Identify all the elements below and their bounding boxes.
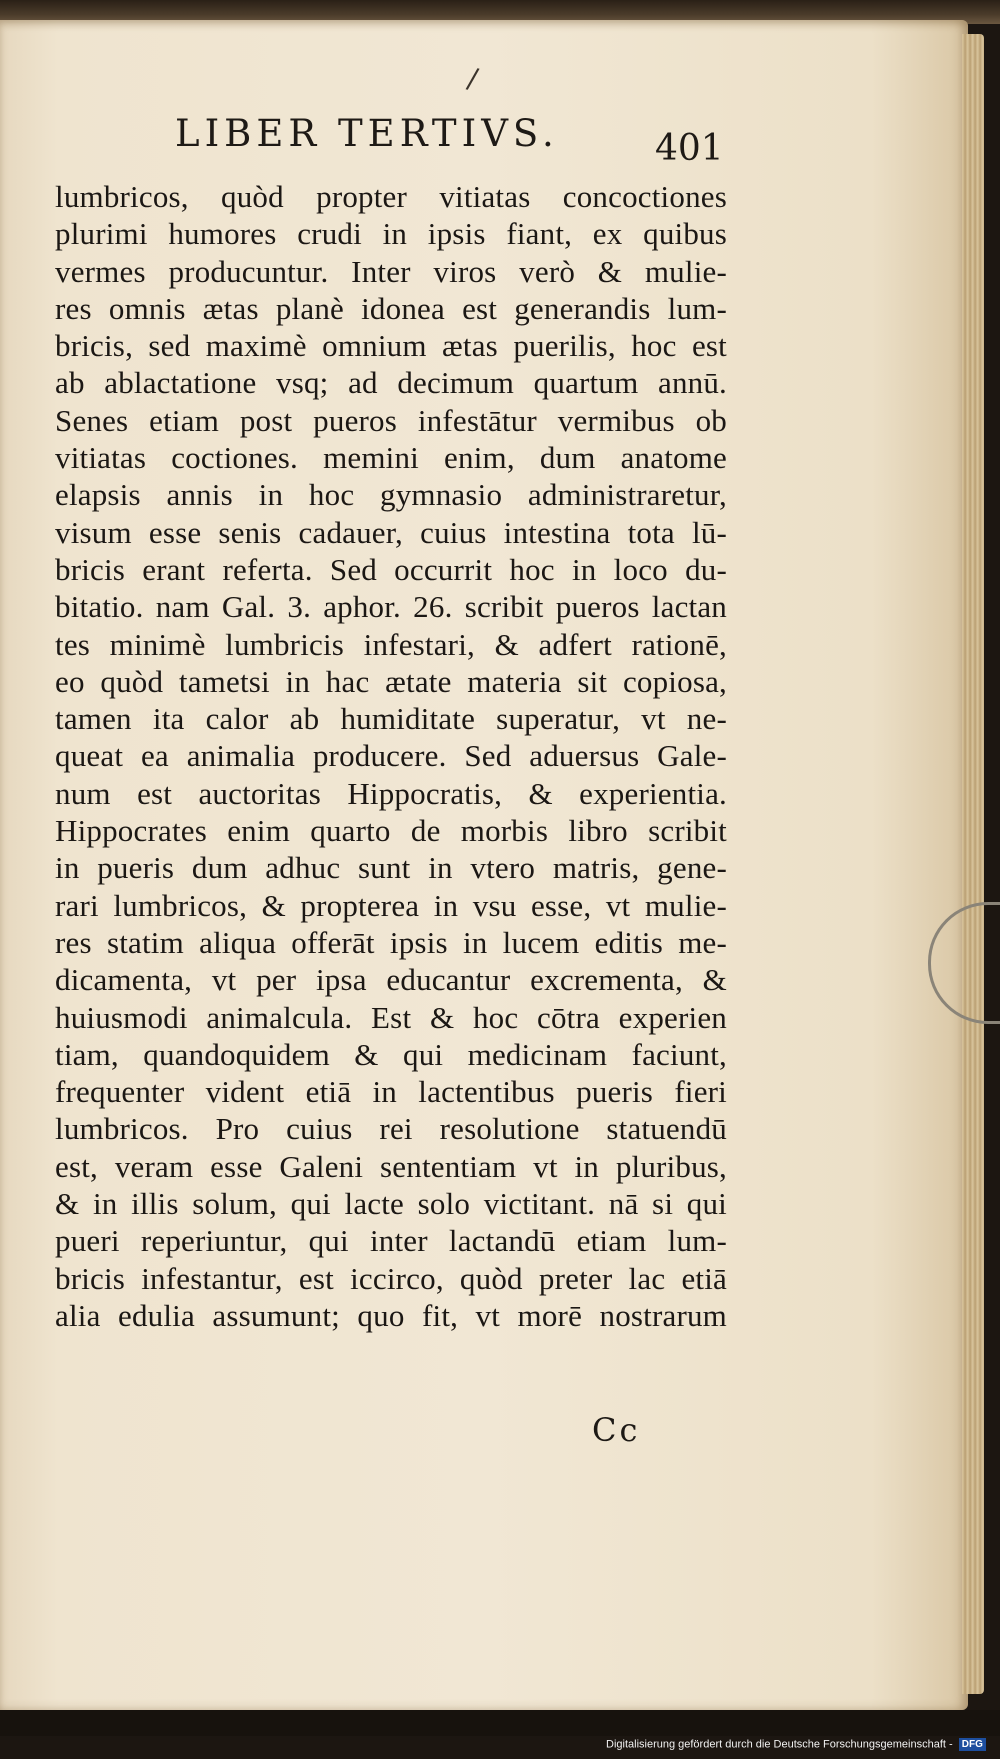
- page-number: 401: [655, 128, 724, 169]
- text-line: tamen ita calor ab humiditate superatur, vt ne-: [55, 701, 727, 737]
- text-line: rari lumbricos, & propterea in vsu esse, vt mulie-: [55, 887, 727, 923]
- text-line: lumbricos. Pro cuius rei resolutione statuendū: [55, 1111, 727, 1147]
- scan-bottom-border: [0, 1710, 1000, 1736]
- text-line: in pueris dum adhuc sunt in vtero matris, gene-: [55, 850, 727, 886]
- body-text: [55, 178, 727, 1334]
- page-fore-edge: [962, 34, 984, 1694]
- text-line: lumbricos, quòd propter vitiatas concoctiones: [55, 179, 727, 214]
- text-line: plurimi humores crudi in ipsis fiant, ex quibus: [55, 216, 727, 252]
- text-line: num est auctoritas Hippocratis, & experientia.: [55, 775, 727, 811]
- text-line: tes minimè lumbricis infestari, & adfert rationē,: [55, 626, 727, 662]
- credit-text: Digitalisierung gefördert durch die Deutsche Forschungsgemeinschaft -: [606, 1738, 953, 1751]
- text-line: Senes etiam post pueros infestātur vermibus ob: [55, 402, 727, 438]
- text-line: est, veram esse Galeni sententiam vt in pluribus,: [55, 1148, 727, 1184]
- text-line: res statim aliqua offerāt ipsis in lucem editis me-: [55, 924, 727, 960]
- text-line: eo quòd tametsi in hac ætate materia sit copiosa,: [55, 663, 727, 699]
- text-line: visum esse senis cadauer, cuius intestina tota lū-: [55, 514, 727, 550]
- pen-mark: /: [464, 61, 481, 96]
- text-line: vermes producuntur. Inter viros verò & mulie-: [55, 253, 727, 289]
- text-line: pueri reperiuntur, qui inter lactandū etiam lum-: [55, 1223, 727, 1259]
- text-line: frequenter vident etiā in lactentibus pueris fieri: [55, 1074, 727, 1110]
- text-line: bricis, sed maximè omnium ætas puerilis, hoc est: [55, 328, 727, 364]
- text-line: & in illis solum, qui lacte solo victitant. nā si qui: [55, 1186, 727, 1222]
- text-line: bricis erant referta. Sed occurrit hoc in loco du-: [55, 551, 727, 587]
- text-line: elapsis annis in hoc gymnasio administraretur,: [55, 477, 727, 513]
- text-line: huiusmodi animalcula. Est & hoc cōtra experien: [55, 999, 727, 1035]
- text-line: bitatio. nam Gal. 3. aphor. 26. scribit pueros lactan: [55, 589, 727, 625]
- signature-mark: Cc: [592, 1411, 641, 1449]
- dfg-logo[interactable]: DFG: [959, 1738, 986, 1751]
- text-line: vitiatas coctiones. memini enim, dum anatome: [55, 440, 727, 476]
- text-line: dicamenta, vt per ipsa educantur excrementa, &: [55, 962, 727, 998]
- digitization-credit: [606, 1738, 986, 1751]
- text-line: Hippocrates enim quarto de morbis libro scribit: [55, 813, 727, 849]
- text-line: alia edulia assumunt; quo fit, vt morē nostrarum: [55, 1297, 727, 1333]
- text-line: queat ea animalia producere. Sed aduersus Gale-: [55, 738, 727, 774]
- text-line: ab ablactatione vsq; ad decimum quartum annū.: [55, 365, 727, 401]
- running-title: LIBER TERTIVS.: [175, 112, 559, 155]
- text-line: tiam, quandoquidem & qui medicinam faciunt,: [55, 1036, 727, 1072]
- text-line: bricis infestantur, est iccirco, quòd preter lac etiā: [55, 1260, 727, 1296]
- text-line: res omnis ætas planè idonea est generandis lum-: [55, 290, 727, 326]
